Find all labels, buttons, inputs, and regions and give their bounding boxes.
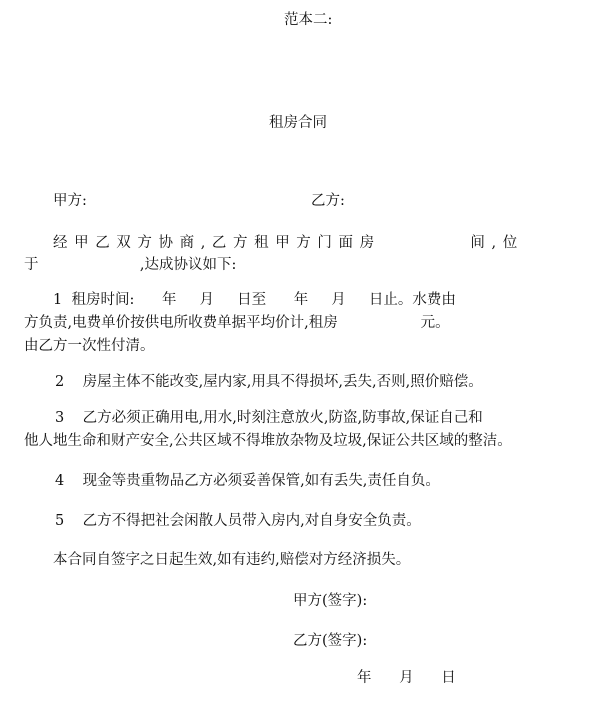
party-a-signature: 甲方(签字): bbox=[293, 593, 368, 609]
party-b-label: 乙方: bbox=[311, 193, 345, 209]
clause-1-line-2: 方负责,电费单价按供电所收费单据平均价计,租房 元。 bbox=[24, 315, 450, 331]
party-a-label: 甲方: bbox=[53, 193, 87, 209]
clause-1-line-1: 1 租房时间: 年 月 日至 年 月 日止。水费由 bbox=[53, 292, 456, 308]
clause-5: 5 乙方不得把社会闲散人员带入房内,对自身安全负责。 bbox=[55, 513, 421, 529]
clause-4: 4 现金等贵重物品乙方必须妥善保管,如有丢失,责任自负。 bbox=[55, 473, 440, 489]
sample-header: 范本二: bbox=[284, 12, 333, 28]
effective-clause: 本合同自签字之日起生效,如有违约,赔偿对方经济损失。 bbox=[53, 552, 411, 568]
intro-line-1: 经甲乙双方协商,乙方租甲方门面房 间,位 bbox=[53, 235, 524, 251]
party-b-signature: 乙方(签字): bbox=[293, 633, 368, 649]
clause-1-line-3: 由乙方一次性付清。 bbox=[24, 338, 155, 354]
document-title: 租房合同 bbox=[269, 115, 327, 131]
intro-line-2: 于 ,达成协议如下: bbox=[24, 257, 237, 273]
clause-2: 2 房屋主体不能改变,屋内家,用具不得损坏,丢失,否则,照价赔偿。 bbox=[55, 374, 483, 390]
clause-3-line-1: 3 乙方必须正确用电,用水,时刻注意放火,防盗,防事故,保证自己和 bbox=[55, 410, 483, 426]
signature-date: 年 月 日 bbox=[357, 670, 456, 686]
clause-3-line-2: 他人地生命和财产安全,公共区域不得堆放杂物及垃圾,保证公共区域的整洁。 bbox=[24, 433, 512, 449]
